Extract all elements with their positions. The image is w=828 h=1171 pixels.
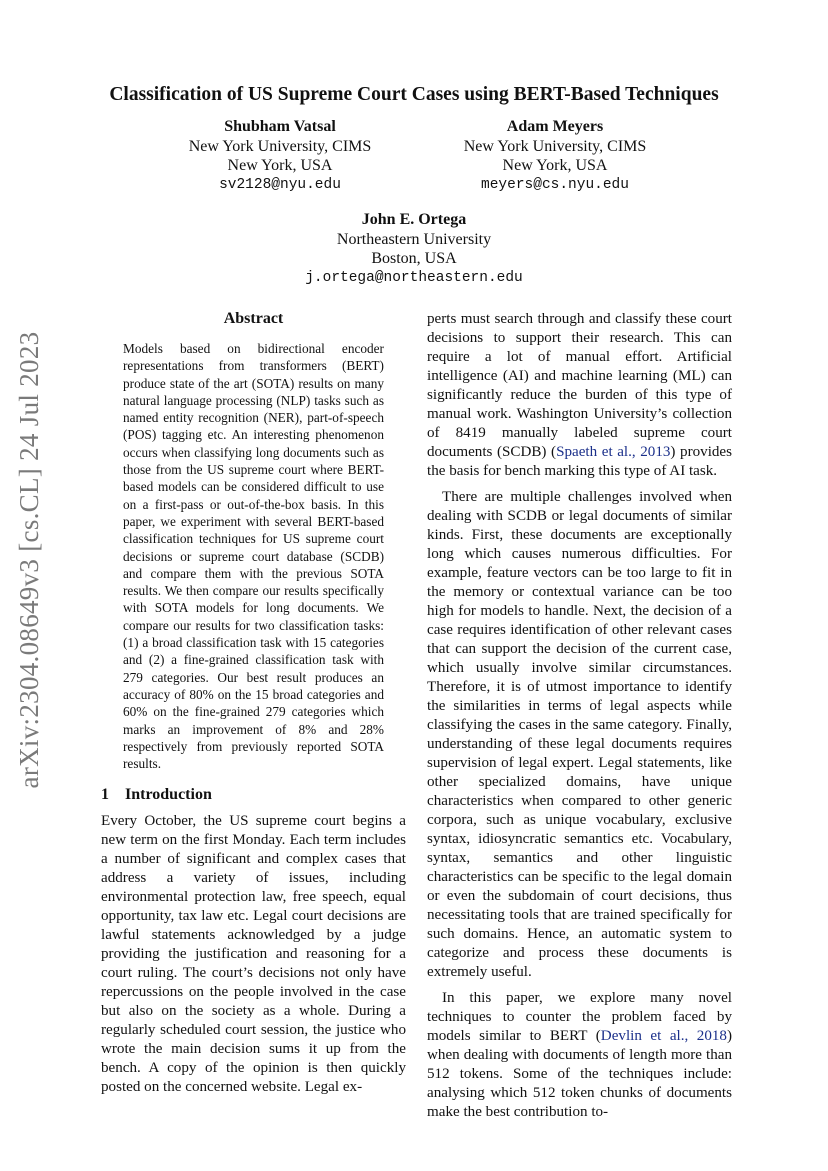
author-name: John E. Ortega	[361, 211, 467, 228]
author-name: Adam Meyers	[506, 118, 604, 135]
author-affiliation: Northeastern University	[336, 230, 492, 248]
section-title: Introduction	[125, 786, 212, 804]
author-email: meyers@cs.nyu.edu	[481, 176, 629, 193]
author-block	[165, 117, 395, 195]
paper-title: Classification of US Supreme Court Cases using BERT-Based Techniques	[109, 84, 719, 105]
right-column	[427, 310, 732, 1122]
author-location: Boston, USA	[371, 250, 457, 267]
author-location: New York, USA	[227, 157, 333, 174]
intro-paragraph-2: There are multiple challenges involved when dealing with SCDB or legal documents of similar kinds. First, these documents are exceptionally long which causes numerous difficulties. For example, feature vectors can be too large to fit in the memory or contextual variance can be too high for models to handle. Next, the decision of a case requires identification of other relevant cases that can support the decision of the current case, which usually involve similar circumstances. Therefore, it is of utmost importance to identify the similarities in terms of legal aspects while classifying the cases in the same category. Finally, understanding of these legal documents requires supervision of legal expert. Legal statements, like other specialized domains, have unique characteristics when compared to other generic corpora, such as unique vocabulary, exclusive syntax, idiosyncratic semantics etc. Vocabulary, syntax, semantics and other linguistic characteristics can be specific to the legal domain or even the subdomain of court decisions, thus necessitating tools that are trained specifically for such domains. Hence, an automatic system to categorize and process these documents is extremely useful.	[427, 489, 732, 980]
author-location: New York, USA	[502, 157, 608, 174]
citation-link[interactable]: Spaeth et al., 2013	[556, 444, 671, 460]
left-column	[101, 310, 406, 1097]
author-block	[440, 117, 670, 195]
intro-paragraph-3	[427, 989, 732, 1122]
intro-paragraph-1-continued	[427, 310, 732, 481]
section-heading	[101, 786, 406, 804]
paragraph-text: ) provides the basis for bench marking this type of AI task.	[427, 444, 733, 479]
citation-link[interactable]: Devlin et al., 2018	[600, 1028, 727, 1044]
abstract-text: Models based on bidirectional encoder representations from transformers (BERT) produce state of the art (SOTA) results on many natural language processing (NLP) tasks such as named entity recognition (NER), part-of-speech (POS) tagging etc. An interesting phenomenon occurs when classifying long documents such as those from the US supreme court where BERT-based models can be considered difficult to use on a first-pass or out-of-the-box basis. In this paper, we experiment with several BERT-based classification techniques for US supreme court decisions or supreme court database (SCDB) and compare them with the previous SOTA results. We then compare our results specifically with SOTA models for long documents. We compare our results for two classification tasks: (1) a broad classification task with 15 categories and (2) a fine-grained classification task with 279 categories. Our best result produces an accuracy of 80% on the 15 broad categories and 60% on the fine-grained 279 categories which marks an improvement of 8% and 28% respectively from previously reported SOTA results.	[123, 341, 384, 772]
author-block	[264, 210, 564, 288]
author-email: j.ortega@northeastern.edu	[305, 269, 523, 286]
arxiv-identifier: arXiv:2304.08649v3 [cs.CL] 24 Jul 2023	[14, 331, 44, 789]
author-email: sv2128@nyu.edu	[219, 176, 341, 193]
author-affiliation: New York University, CIMS	[188, 137, 372, 155]
paragraph-text: perts must search through and classify these court decisions to support their research. This can require a lot of manual effort. Artificial intelligence (AI) and machine learning (ML) can significantly reduce the burden of this type of manual work. Washington University’s collection of 8419 manually labeled supreme court documents (SCDB) (	[427, 311, 732, 460]
author-affiliation: New York University, CIMS	[463, 137, 647, 155]
paragraph-text: In this paper, we explore many novel techniques to counter the problem faced by models similar to BERT (	[427, 990, 732, 1044]
paragraph-text: ) when dealing with documents of length more than 512 tokens. Some of the techniques include: analysing which 512 token chunks of documents make the best contribution to-	[427, 1028, 733, 1120]
section-number: 1	[101, 786, 109, 804]
author-name: Shubham Vatsal	[224, 118, 336, 135]
intro-paragraph-1: Every October, the US supreme court begins a new term on the first Monday. Each term includes a number of significant and complex cases that address a variety of issues, including environmental protection law, free speech, equal opportunity, tax law etc. Legal court decisions are lawful statements acknowledged by a judge providing the justification and reasoning for a court ruling. The court’s decisions not only have repercussions on the people involved in the case but also on the society as a whole. During a regularly scheduled court session, the justice who wrote the main decision sums it up from the bench. A copy of the opinion is then quickly posted on the concerned website. Legal ex-	[101, 813, 406, 1096]
abstract-heading: Abstract	[223, 310, 284, 327]
